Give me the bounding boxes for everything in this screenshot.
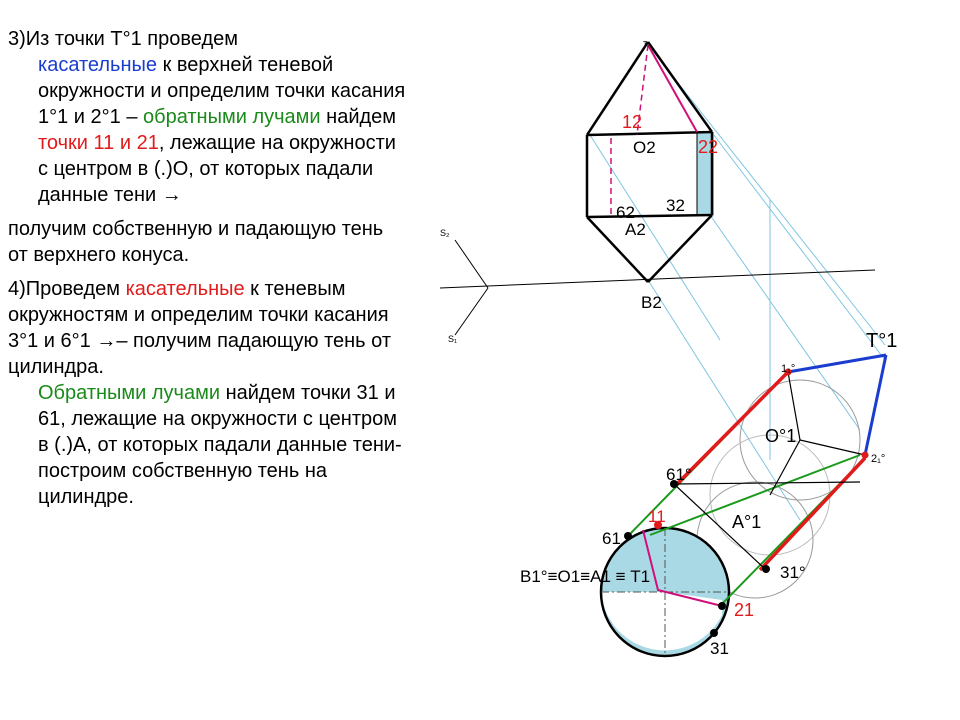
label-t2: Т₂ bbox=[643, 41, 650, 48]
step-3-points: точки 11 и 21 bbox=[38, 132, 159, 154]
axis-lines bbox=[440, 240, 875, 335]
step-4-text-a: к теневым окружностям и определим точки касания 3°1 и 6°1 →– получим падающую тень от цилиндра. bbox=[8, 278, 391, 378]
step-3-result: получим собственную и падающую тень от верхнего конуса. bbox=[8, 218, 384, 266]
label-11: 11 bbox=[648, 507, 666, 526]
label-b2: В2 bbox=[641, 293, 662, 312]
label-3-1-deg: 31° bbox=[780, 563, 806, 582]
label-t1: Т°1 bbox=[866, 330, 898, 352]
step-3-tangent: касательные bbox=[38, 54, 158, 76]
label-6-1: 61 bbox=[602, 529, 621, 548]
step-3-text-b: найдем bbox=[320, 106, 397, 128]
label-a1: А°1 bbox=[732, 512, 762, 532]
step-3-prefix: 3)Из точки Т°1 проведем bbox=[8, 28, 238, 50]
step-4-tangent: касательные bbox=[125, 278, 245, 300]
step-3-text-a: к верхней теневой окружности и определим точки касания 1°1 и 2°1 – bbox=[38, 54, 406, 128]
label-s2: S₂ bbox=[440, 228, 450, 238]
step-4-paragraph bbox=[8, 276, 408, 510]
label-3-1: 31 bbox=[710, 639, 729, 658]
step-3-paragraph bbox=[8, 26, 408, 208]
step-4-prefix: 4)Проведем bbox=[8, 278, 126, 300]
shadow-line-2 bbox=[648, 45, 697, 132]
label-bottom-coincident: В1°≡О1≡А1 ≡ Т1 bbox=[520, 567, 651, 586]
step-3-text-c: , лежащие на окружности с центром в (.)О, от которых падали данные тени → bbox=[38, 132, 396, 206]
tangent-red bbox=[677, 372, 865, 570]
label-a2: А2 bbox=[625, 220, 646, 239]
text-panel bbox=[8, 26, 408, 518]
front-view bbox=[587, 42, 712, 282]
label-o2: О2 bbox=[633, 138, 656, 157]
step-3-reverse-rays: обратными лучами bbox=[143, 106, 321, 128]
tangent-blue bbox=[788, 355, 886, 455]
label-o1: О°1 bbox=[765, 426, 797, 446]
label-2-1: 21 bbox=[734, 600, 755, 620]
step-4-text-b: найдем точки 31 и 61, лежащие на окружности с центром в (.)А, от которых падали данные тени- построим собственную тень на цилиндре. bbox=[38, 382, 402, 508]
label-6-1-deg: 61° bbox=[666, 465, 692, 484]
label-6-2: 62 bbox=[616, 203, 635, 222]
label-2-2: 22 bbox=[698, 137, 719, 157]
construction-diagram bbox=[420, 0, 960, 720]
label-3-2: 32 bbox=[666, 196, 685, 215]
label-1-1-deg: 1₁° bbox=[781, 363, 796, 375]
label-1-2: 12 bbox=[622, 112, 643, 132]
label-2-1-deg: 2₁° bbox=[871, 453, 886, 465]
label-s1: S₁ bbox=[448, 334, 458, 344]
step-4-reverse-rays: Обратными лучами bbox=[38, 382, 221, 404]
